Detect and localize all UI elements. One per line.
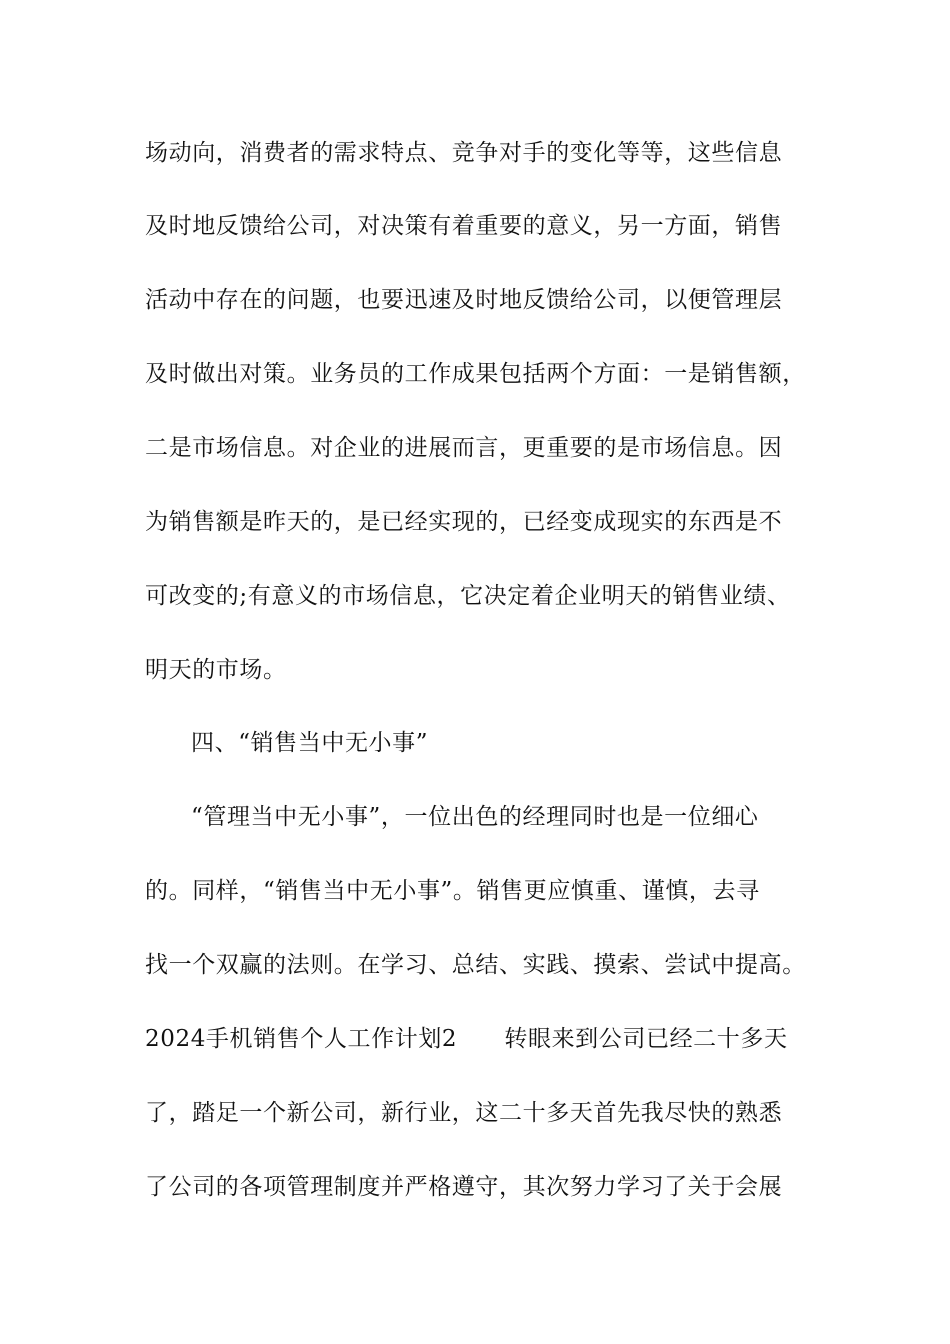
body-line-5: 二是市场信息。对企业的进展而言，更重要的是市场信息。因 xyxy=(145,435,783,461)
body-line-12: 2024手机销售个人工作计划2 转眼来到公司已经二十多天 xyxy=(145,1026,788,1052)
body-line-8: 明天的市场。 xyxy=(145,657,287,683)
body-line-1: 场动向，消费者的需求特点、竞争对手的变化等等，这些信息 xyxy=(145,140,783,166)
body-line-2: 及时地反馈给公司，对决策有着重要的意义，另一方面，销售 xyxy=(145,213,783,239)
body-line-14: 了公司的各项管理制度并严格遵守，其次努力学习了关于会展 xyxy=(145,1174,783,1200)
body-line-4: 及时做出对策。业务员的工作成果包括两个方面：一是销售额， xyxy=(145,361,806,387)
body-line-13: 了，踏足一个新公司，新行业，这二十多天首先我尽快的熟悉 xyxy=(145,1100,783,1126)
body-line-9: “管理当中无小事”，一位出色的经理同时也是一位细心 xyxy=(191,804,759,830)
body-line-7: 可改变的;有意义的市场信息，它决定着企业明天的销售业绩、 xyxy=(145,583,791,609)
body-line-6: 为销售额是昨天的，是已经实现的，已经变成现实的东西是不 xyxy=(145,509,783,535)
body-line-3: 活动中存在的问题，也要迅速及时地反馈给公司，以便管理层 xyxy=(145,287,783,313)
section-heading: 四、“销售当中无小事” xyxy=(191,730,429,756)
body-line-11: 找一个双赢的法则。在学习、总结、实践、摸索、尝试中提高。 xyxy=(145,952,806,978)
body-line-10: 的。同样，“销售当中无小事”。销售更应慎重、谨慎，去寻 xyxy=(145,878,760,904)
